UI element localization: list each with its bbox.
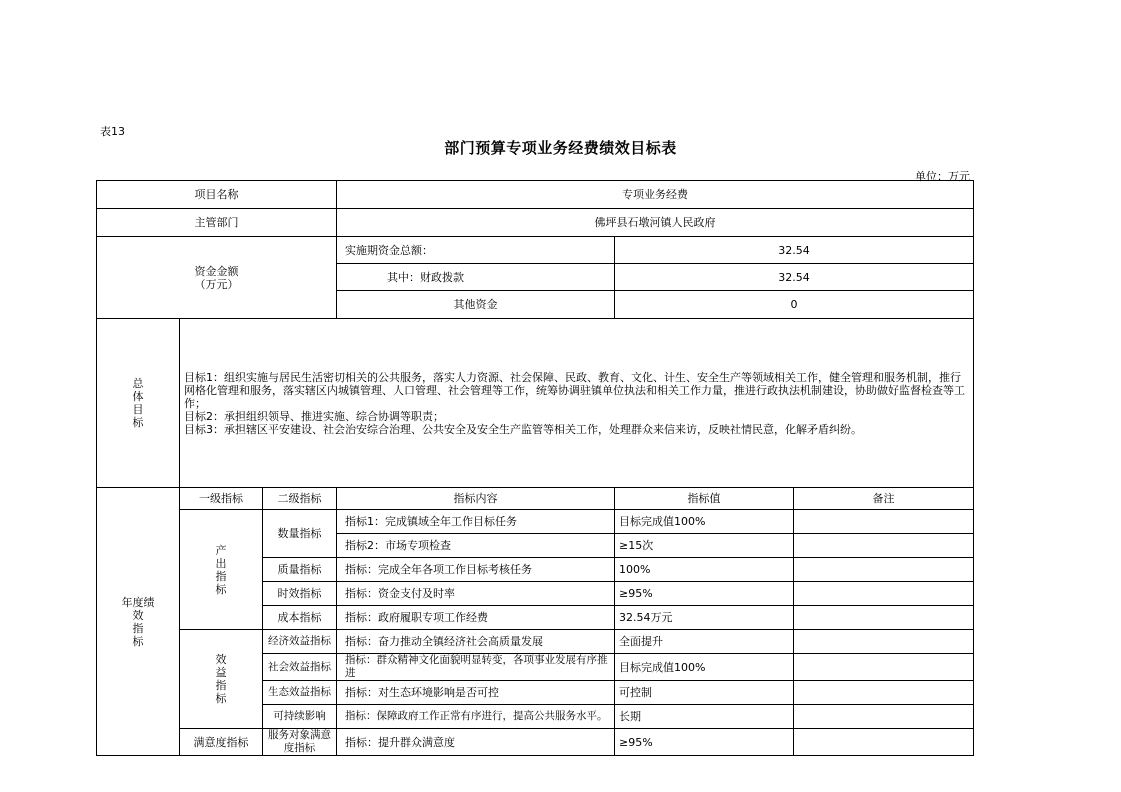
funds-label [97, 237, 337, 319]
remark-cell [794, 705, 974, 729]
timeliness-label: 时效指标 [263, 582, 337, 606]
timeliness-value: ≥95% [615, 582, 794, 606]
cost-label: 成本指标 [263, 606, 337, 630]
social-value: 目标完成值100% [615, 654, 794, 681]
performance-target-table [96, 180, 974, 756]
remark-cell [794, 582, 974, 606]
goal-line-3: 目标3：承担辖区平安建设、社会治安综合治理、公共安全及安全生产监管等相关工作，处理群众来信来访，反映社情民意，化解矛盾纠纷。 [184, 422, 862, 436]
eco-content: 指标：对生态环境影响是否可控 [337, 681, 615, 705]
social-label: 社会效益指标 [263, 654, 337, 681]
goal-line-1: 目标1：组织实施与居民生活密切相关的公共服务，落实人力资源、社会保障、民政、教育、文化、计生、安全生产等领域相关工作，健全管理和服务机制，推行网格化管理和服务，落实辖区内城镇管理、人口管理、社会管理等工作，统筹协调驻镇单位执法和相关工作力量，推进行政执法机制建设，协助做好监督检查等工作； [184, 370, 965, 410]
remark-cell [794, 606, 974, 630]
sustain-label: 可持续影响 [263, 705, 337, 729]
service-label: 服务对象满意度指标 [263, 729, 337, 756]
economic-value: 全面提升 [615, 630, 794, 654]
remark-cell [794, 630, 974, 654]
page-title: 部门预算专项业务经费绩效目标表 [444, 139, 677, 157]
social-content: 指标：群众精神文化面貌明显转变，各项事业发展有序推进 [337, 654, 615, 681]
funds-label-line1: 资金金额 [194, 264, 239, 278]
header-value: 指标值 [615, 488, 794, 510]
satisfaction-label: 满意度指标 [180, 729, 263, 756]
header-content: 指标内容 [337, 488, 615, 510]
goal-line-2: 目标2：承担组织领导、推进实施、综合协调等职责； [184, 409, 444, 423]
benefit-indicators-label: 效 益 指 标 [180, 630, 263, 729]
remark-cell [794, 558, 974, 582]
dept-row [97, 209, 974, 237]
output-indicators-label: 产 出 指 标 [180, 510, 263, 630]
table-row [97, 729, 974, 756]
quantity-content-1: 指标1：完成镇域全年工作目标任务 [337, 510, 615, 534]
service-content: 指标：提升群众满意度 [337, 729, 615, 756]
remark-cell [794, 654, 974, 681]
total-funds-label: 实施期资金总额： [337, 237, 615, 264]
funds-label-line2: （万元） [194, 277, 239, 291]
project-name-label: 项目名称 [97, 181, 337, 209]
funds-total-row [97, 237, 974, 264]
other-funds-value: 0 [615, 291, 974, 319]
remark-cell [794, 729, 974, 756]
eco-value: 可控制 [615, 681, 794, 705]
quantity-value-1: 目标完成值100% [615, 510, 794, 534]
remark-cell [794, 534, 974, 558]
table-row [97, 510, 974, 534]
quantity-label: 数量指标 [263, 510, 337, 558]
quantity-content-2: 指标2：市场专项检查 [337, 534, 615, 558]
header-level2: 二级指标 [263, 488, 337, 510]
sustain-value: 长期 [615, 705, 794, 729]
project-name-row [97, 181, 974, 209]
overall-goals-text [180, 319, 974, 488]
cost-content: 指标：政府履职专项工作经费 [337, 606, 615, 630]
overall-goals-row [97, 319, 974, 488]
total-funds-value: 32.54 [615, 237, 974, 264]
eco-label: 生态效益指标 [263, 681, 337, 705]
remark-cell [794, 681, 974, 705]
indicator-header-row [97, 488, 974, 510]
header-remark: 备注 [794, 488, 974, 510]
table-row [97, 630, 974, 654]
quality-label: 质量指标 [263, 558, 337, 582]
unit-label: 单位：万元 [915, 170, 970, 183]
other-funds-label: 其他资金 [337, 291, 615, 319]
quantity-value-2: ≥15次 [615, 534, 794, 558]
timeliness-content: 指标：资金支付及时率 [337, 582, 615, 606]
remark-cell [794, 510, 974, 534]
cost-value: 32.54万元 [615, 606, 794, 630]
project-name-value: 专项业务经费 [337, 181, 974, 209]
header-level1: 一级指标 [180, 488, 263, 510]
economic-label: 经济效益指标 [263, 630, 337, 654]
annual-indicators-label: 年度绩 效 指 标 [97, 488, 180, 756]
overall-goals-label: 总 体 目 标 [97, 319, 180, 488]
fiscal-funds-label: 其中：财政拨款 [337, 264, 615, 291]
quality-value: 100% [615, 558, 794, 582]
service-value: ≥95% [615, 729, 794, 756]
dept-value: 佛坪县石墩河镇人民政府 [337, 209, 974, 237]
fiscal-funds-value: 32.54 [615, 264, 974, 291]
dept-label: 主管部门 [97, 209, 337, 237]
economic-content: 指标：奋力推动全镇经济社会高质量发展 [337, 630, 615, 654]
sustain-content: 指标：保障政府工作正常有序进行，提高公共服务水平。 [337, 705, 615, 729]
table-number: 表13 [100, 125, 125, 138]
quality-content: 指标：完成全年各项工作目标考核任务 [337, 558, 615, 582]
